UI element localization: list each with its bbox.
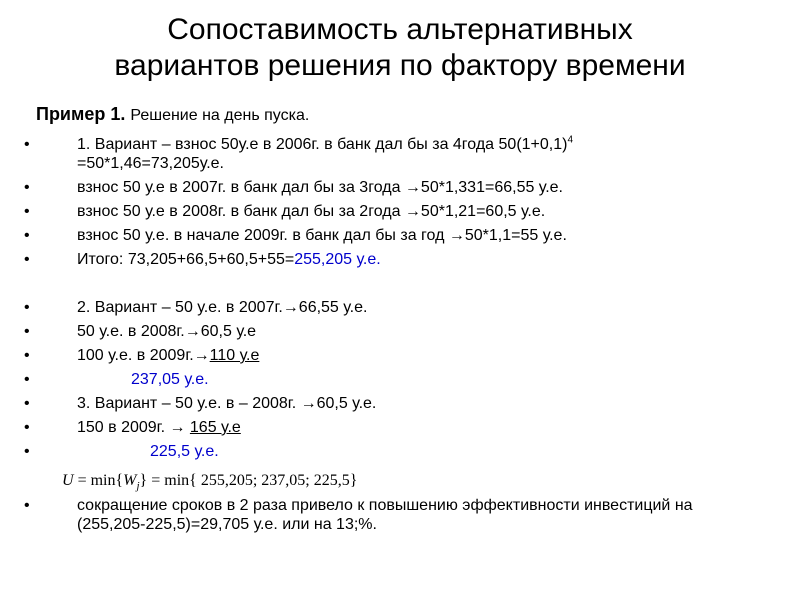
formula-w: W: [123, 472, 137, 489]
bullet-icon: •: [24, 299, 30, 316]
bullet-icon: •: [24, 497, 30, 514]
example-subtitle: [36, 103, 309, 127]
variant3-line1: 3. Вариант – 50 у.е. в – 2008г. →60,5 у.е.: [77, 395, 377, 412]
variant3-line2: 150 в 2009г. →: [77, 419, 190, 436]
list-item: [0, 394, 800, 413]
list-item: [0, 370, 800, 389]
bullet-icon: •: [24, 136, 30, 153]
bullet-icon: •: [24, 227, 30, 244]
list-item: [0, 418, 800, 437]
list-item: [0, 202, 800, 221]
formula-part-1: = min{: [73, 472, 124, 489]
variant2-line3: 100 у.е. в 2009г.→: [77, 347, 210, 364]
bullet-icon: •: [24, 323, 30, 340]
variant1-total-label: Итого: 73,205+66,5+60,5+55=: [77, 251, 295, 268]
list-item: [0, 226, 800, 245]
example-label: Пример 1.: [36, 104, 126, 124]
variant1-line2: взнос 50 у.е в 2007г. в банк дал бы за 3года →50*1,331=66,55 у.е.: [77, 179, 563, 196]
bullet-icon: •: [24, 251, 30, 268]
variant1-line1: 1. Вариант – взнос 50у.е в 2006г. в банк дал бы за 4года 50(1+0,1): [77, 136, 568, 153]
formula-part-2: } = min{ 255,205; 237,05; 225,5}: [139, 472, 358, 489]
list-item: [0, 346, 800, 365]
list-item: [0, 250, 800, 269]
list-item: [0, 178, 800, 197]
variant2-total: 237,05 у.е.: [131, 371, 209, 388]
variant1-total-value: 255,205 у.е.: [294, 251, 381, 268]
slide-title: [0, 12, 800, 84]
formula-u: U: [62, 472, 74, 489]
title-line-2: вариантов решения по фактору времени: [114, 49, 686, 82]
bullet-icon: •: [24, 371, 30, 388]
bullet-icon: •: [24, 443, 30, 460]
variant2-line1: 2. Вариант – 50 у.е. в 2007г.→66,55 у.е.: [77, 299, 368, 316]
bullet-icon: •: [24, 347, 30, 364]
variant1-line3: взнос 50 у.е в 2008г. в банк дал бы за 2года →50*1,21=60,5 у.е.: [77, 203, 546, 220]
bullet-icon: •: [24, 203, 30, 220]
list-item: [0, 135, 800, 173]
example-description: Решение на день пуска.: [130, 107, 310, 124]
variant2-line2: 50 у.е. в 2008г.→60,5 у.е: [77, 323, 257, 340]
title-line-1: Сопоставимость альтернативных: [167, 13, 633, 46]
formula-subscript: j: [136, 480, 140, 493]
bullet-icon: •: [24, 419, 30, 436]
variant1-line1-continuation: =50*1,46=73,205у.е.: [77, 155, 224, 172]
variant1-line4: взнос 50 у.е. в начале 2009г. в банк дал бы за год →50*1,1=55 у.е.: [77, 227, 567, 244]
bullet-icon: •: [24, 395, 30, 412]
min-formula: [0, 466, 800, 496]
power-exponent: 4: [567, 134, 574, 146]
variant2-line3-value: 110 у.е: [209, 347, 260, 364]
solution-list: [0, 135, 800, 539]
list-item: [0, 322, 800, 341]
variant3-line2-value: 165 у.е: [189, 419, 241, 436]
list-item: [0, 298, 800, 317]
spacer: [0, 274, 800, 298]
bullet-icon: •: [24, 179, 30, 196]
list-item: [0, 496, 800, 534]
list-item: [0, 442, 800, 461]
conclusion-text: сокращение сроков в 2 раза привело к повышению эффективности инвестиций на (255,205-225,5)=29,705 у.е. или на 13;%.: [77, 497, 693, 533]
variant3-total: 225,5 у.е.: [150, 443, 219, 460]
